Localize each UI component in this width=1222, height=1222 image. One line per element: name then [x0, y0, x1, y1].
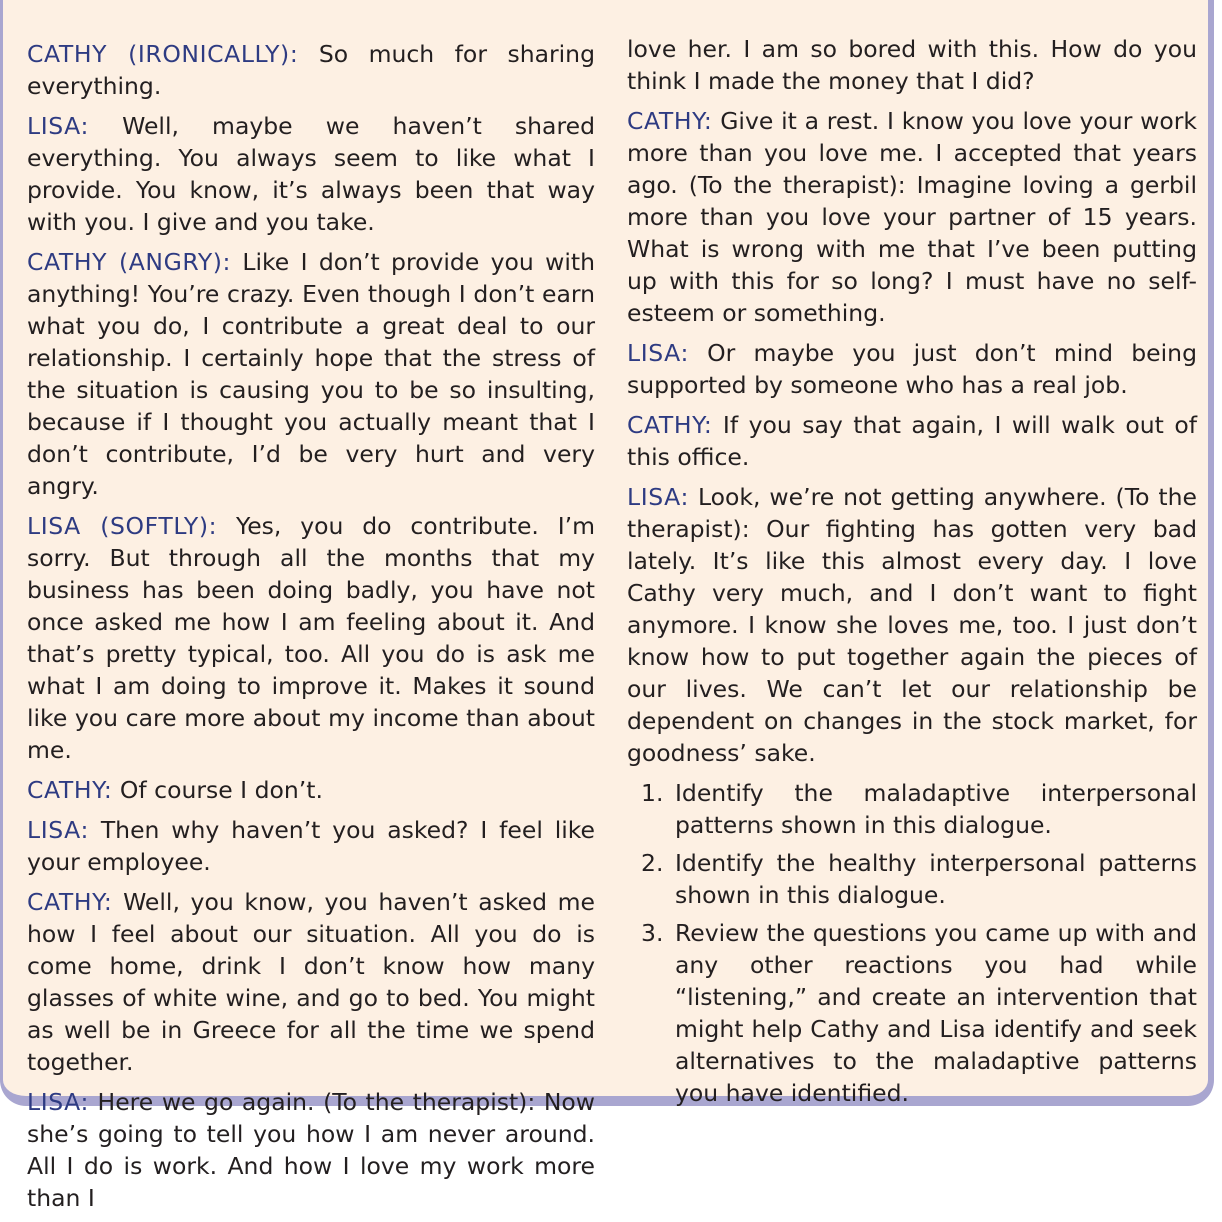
dialogue-turn [27, 886, 595, 1078]
speaker-label: LISA: [627, 339, 689, 367]
question-list [627, 777, 1197, 1109]
question-item [627, 917, 1197, 1109]
dialogue-text: Like I don’t provide you with anything! You’re crazy. Even though I don’t earn what you do, I contribute a great deal to our relationship. I certainly hope that the stress of the situation is causing you to be so insulting, because if I thought you actually meant that I don’t contribute, I’d be very hurt and very angry. [27, 248, 595, 500]
dialogue-turn [27, 814, 595, 878]
dialogue-turn [27, 38, 595, 102]
speaker-label: CATHY: [627, 107, 713, 135]
dialogue-text: Give it a rest. I know you love your work more than you love me. I accepted that years ago. (To the therapist): Imagine loving a gerbil more than you love your partner of 15 years. What is wrong with me that I’ve been putting up with this for so long? I must have no self-esteem or something. [627, 107, 1197, 327]
question-text: Identify the healthy interpersonal patterns shown in this dialogue. [675, 849, 1197, 909]
question-item [627, 847, 1197, 911]
dialogue-text: Or maybe you just don’t mind being supported by someone who has a real job. [627, 339, 1197, 399]
dialogue-text: Of course I don’t. [119, 776, 323, 804]
speaker-label: LISA: [27, 816, 89, 844]
dialogue-turn [627, 337, 1197, 401]
dialogue-turn [27, 1086, 595, 1214]
dialogue-turn [627, 105, 1197, 329]
dialogue-text: Well, you know, you haven’t asked me how I feel about our situation. All you do is come home, drink I don’t know how many glasses of white wine, and go to bed. You might as well be in Greece for all the time we spend together. [27, 888, 595, 1076]
speaker-label: CATHY: [27, 776, 113, 804]
dialogue-text: If you say that again, I will walk out of this office. [627, 411, 1197, 471]
question-text: Identify the maladaptive interpersonal patterns shown in this dialogue. [675, 779, 1197, 839]
left-column [27, 38, 595, 1222]
dialogue-turn [27, 510, 595, 766]
dialogue-turn [27, 774, 595, 806]
question-item [627, 777, 1197, 841]
speaker-label: CATHY: [627, 411, 713, 439]
dialogue-continuation: love her. I am so bored with this. How do you think I made the money that I did? [627, 35, 1197, 95]
speaker-label: CATHY (ANGRY): [27, 248, 232, 276]
dialogue-text: Look, we’re not getting anywhere. (To the therapist): Our fighting has gotten very bad lately. It’s like this almost every day. I love Cathy very much, and I don’t want to fight anymore. I know she loves me, too. I just don’t know how to put together again the pieces of our lives. We can’t let our relationship be dependent on changes in the stock market, for goodness’ sake. [627, 483, 1197, 767]
speaker-label: LISA: [627, 483, 689, 511]
speaker-label: LISA: [27, 112, 89, 140]
speaker-label: LISA (SOFTLY): [27, 512, 218, 540]
speaker-label: LISA: [27, 1088, 89, 1116]
question-number: 3. [641, 919, 664, 947]
dialogue-text: Yes, you do contribute. I’m sorry. But through all the months that my business has been doing badly, you have not once asked me how I am feeling about it. And that’s pretty typical, too. All you do is ask me what I am doing to improve it. Makes it sound like you care more about my income than about me. [27, 512, 595, 764]
dialogue-text: Here we go again. (To the therapist): Now she’s going to tell you how I am never around. All I do is work. And how I love my work more than I [27, 1088, 595, 1212]
question-text: Review the questions you came up with and any other reactions you had while “listening,” and create an intervention that might help Cathy and Lisa identify and seek alternatives to the maladaptive patterns you have identified. [675, 919, 1197, 1107]
dialogue-text: Well, maybe we haven’t shared everything. You always seem to like what I provide. You know, it’s always been that way with you. I give and you take. [27, 112, 595, 236]
speaker-label: CATHY (IRONICALLY): [27, 40, 299, 68]
right-column [627, 35, 1197, 1115]
question-number: 1. [641, 779, 664, 807]
speaker-label: CATHY: [27, 888, 113, 916]
dialogue-text: Then why haven’t you asked? I feel like your employee. [27, 816, 595, 876]
dialogue-turn [27, 246, 595, 502]
dialogue-turn [627, 409, 1197, 473]
dialogue-turn [27, 110, 595, 238]
dialogue-text: So much for sharing everything. [27, 40, 595, 100]
dialogue-turn [627, 481, 1197, 769]
question-number: 2. [641, 849, 664, 877]
